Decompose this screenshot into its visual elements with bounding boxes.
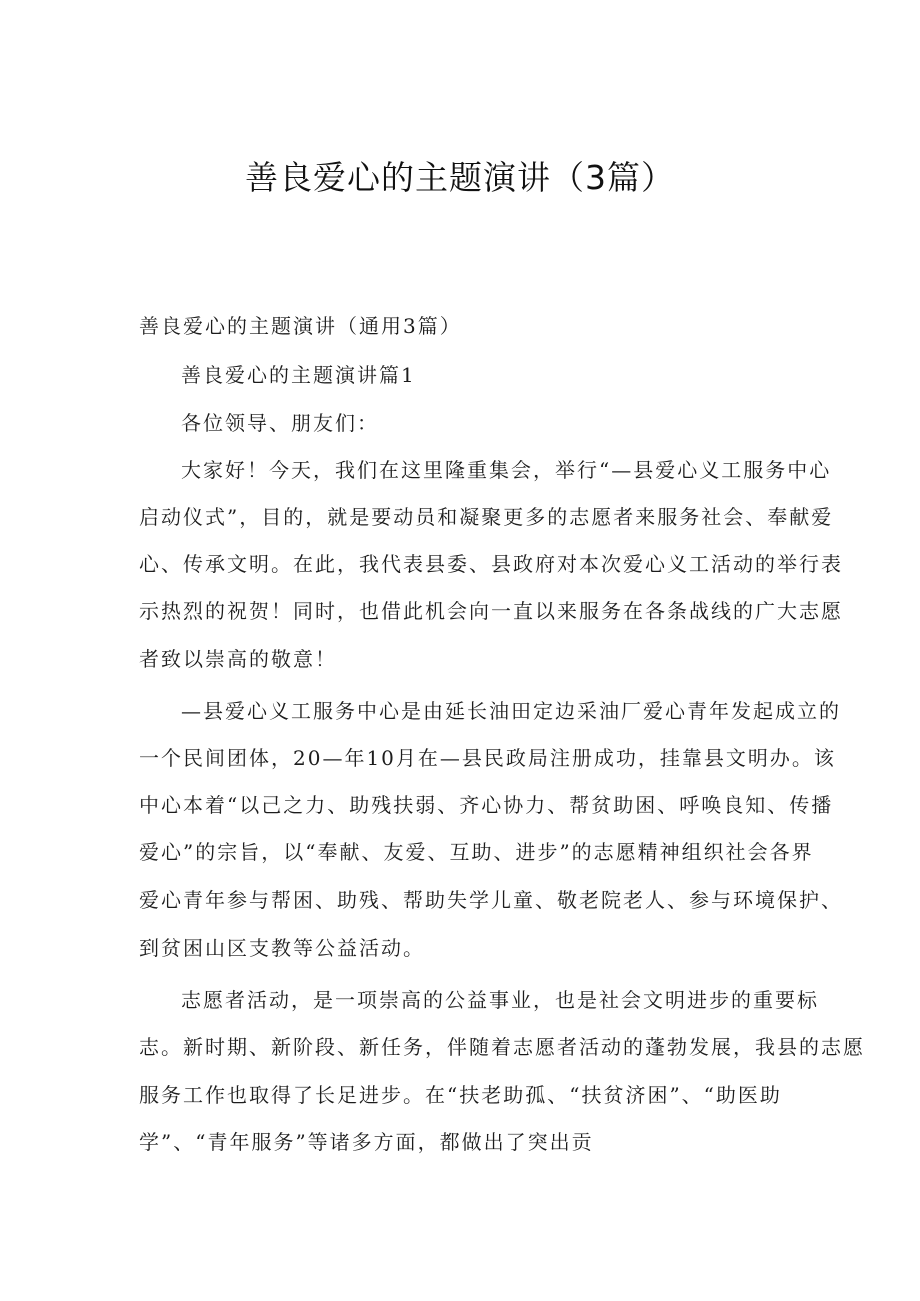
document-subtitle: 善良爱心的主题演讲（通用3篇） — [139, 314, 462, 338]
paragraph-line: 大家好！今天，我们在这里隆重集会，举行“—县爱心义工服务中心 — [181, 458, 832, 482]
paragraph-line: 一个民间团体，20—年10月在—县民政局注册成功，挂靠县文明办。该 — [139, 746, 836, 770]
paragraph-line: 志。新时期、新阶段、新任务，伴随着志愿者活动的蓬勃发展，我县的志愿 — [139, 1035, 865, 1059]
paragraph-line: 心、传承文明。在此，我代表县委、县政府对本次爱心义工活动的举行表 — [139, 552, 843, 576]
paragraph-line: 服务工作也取得了长足进步。在“扶老助孤、“扶贫济困”、“助医助 — [139, 1083, 782, 1107]
paragraph-line: 中心本着“以己之力、助残扶弱、齐心协力、帮贫助困、呼唤良知、传播 — [139, 793, 834, 817]
paragraph-line: —县爱心义工服务中心是由延长油田定边采油厂爱心青年发起成立的 — [181, 699, 841, 723]
paragraph-line: 爱心青年参与帮困、助残、帮助失学儿童、敬老院老人、参与环境保护、 — [139, 888, 843, 912]
document-title: 善良爱心的主题演讲（3篇） — [245, 158, 675, 197]
paragraph-line: 启动仪式”，目的，就是要动员和凝聚更多的志愿者来服务社会、奉献爱 — [139, 505, 834, 529]
paragraph-line: 到贫困山区支教等公益活动。 — [139, 936, 425, 960]
greeting-line: 各位领导、朋友们： — [181, 411, 379, 435]
paragraph-line: 学”、“青年服务”等诸多方面，都做出了突出贡 — [139, 1130, 594, 1154]
paragraph-line: 者致以崇高的敬意！ — [139, 647, 337, 671]
paragraph-line: 志愿者活动，是一项崇高的公益事业，也是社会文明进步的重要标 — [181, 988, 819, 1012]
paragraph-line: 爱心”的宗旨，以“奉献、友爱、互助、进步”的志愿精神组织社会各界 — [139, 840, 814, 864]
section-heading: 善良爱心的主题演讲篇1 — [181, 363, 416, 387]
paragraph-line: 示热烈的祝贺！同时，也借此机会向一直以来服务在各条战线的广大志愿 — [139, 599, 843, 623]
